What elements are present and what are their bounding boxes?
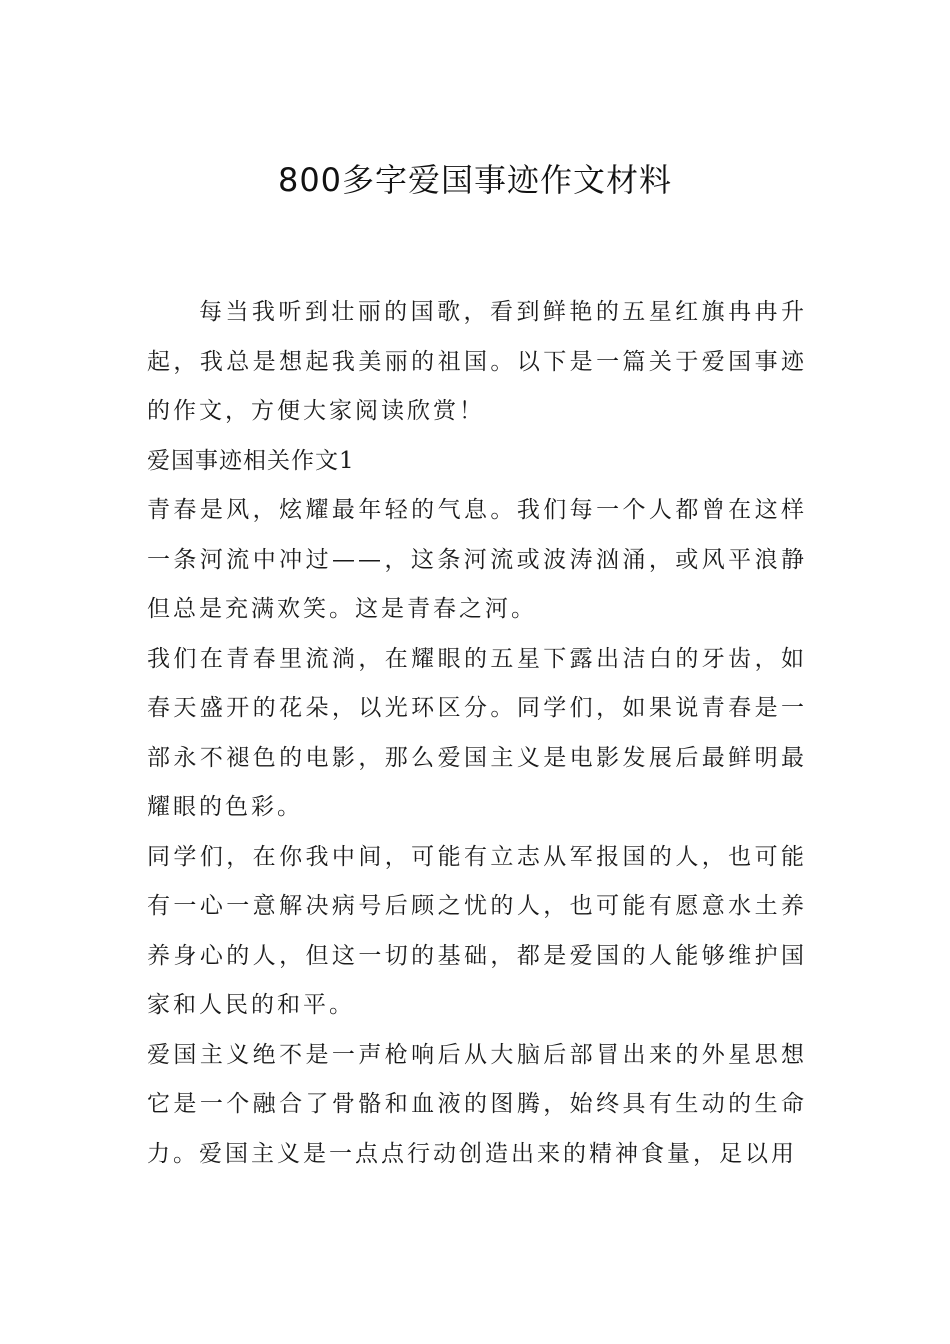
document-title: 800多字爱国事迹作文材料 — [277, 161, 673, 199]
document-body — [147, 288, 807, 1179]
body-paragraph-1: 青春是风，炫耀最年轻的气息。我们每一个人都曾在这样一条河流中冲过——，这条河流或波涛汹涌，或风平浪静但总是充满欢笑。这是青春之河。 — [147, 497, 807, 622]
body-paragraph-4: 爱国主义绝不是一声枪响后从大脑后部冒出来的外星思想它是一个融合了骨骼和血液的图腾，始终具有生动的生命力。爱国主义是一点点行动创造出来的精神食量，足以用 — [147, 1041, 807, 1167]
intro-paragraph: 每当我听到壮丽的国歌，看到鲜艳的五星红旗冉冉升起，我总是想起我美丽的祖国。以下是一篇关于爱国事迹的作文，方便大家阅读欣赏！ — [147, 299, 807, 424]
body-paragraph-2: 我们在青春里流淌，在耀眼的五星下露出洁白的牙齿，如春天盛开的花朵，以光环区分。同学们，如果说青春是一部永不褪色的电影，那么爱国主义是电影发展后最鲜明最耀眼的色彩。 — [147, 645, 807, 820]
body-paragraph-3: 同学们，在你我中间，可能有立志从军报国的人，也可能有一心一意解决病号后顾之忧的人，也可能有愿意水土养养身心的人，但这一切的基础，都是爱国的人能够维护国家和人民的和平。 — [147, 843, 807, 1018]
section-heading: 爱国事迹相关作文1 — [147, 447, 355, 474]
